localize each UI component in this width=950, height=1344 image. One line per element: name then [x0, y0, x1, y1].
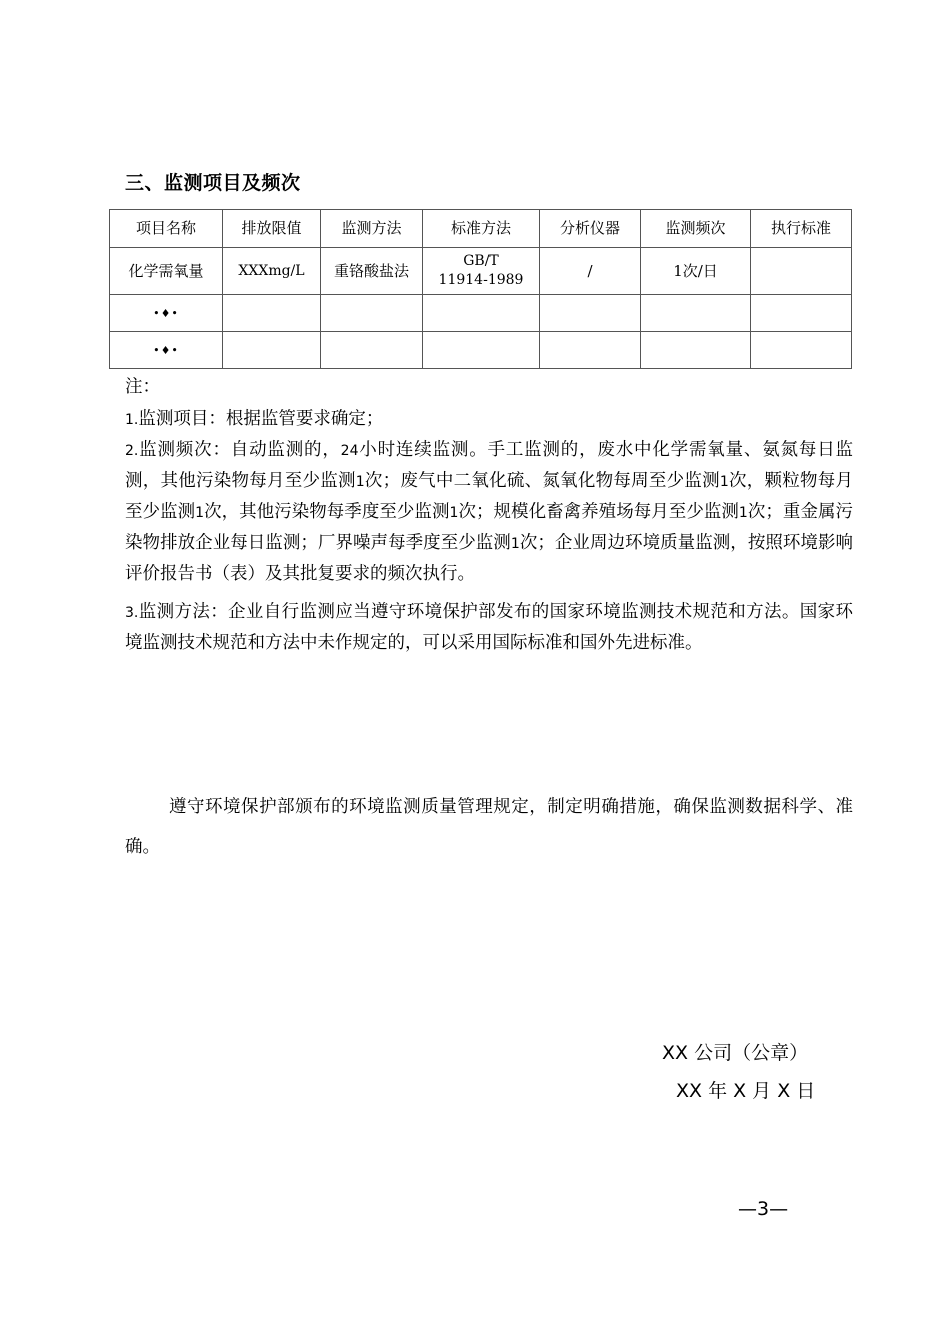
table-header-row: [110, 210, 852, 248]
notes-title: 注：: [125, 377, 160, 397]
cell-empty: [540, 295, 641, 332]
cell-frequency: 1次/日: [641, 248, 751, 295]
cell-empty: [641, 295, 751, 332]
cell-empty: [223, 332, 321, 369]
cell-limit: XXXmg/L: [223, 248, 321, 295]
section-title: 三、监测项目及频次: [125, 172, 301, 194]
monitoring-table: [109, 209, 852, 369]
cell-instrument: /: [540, 248, 641, 295]
cell-empty: [223, 295, 321, 332]
company-seal-line: XX 公司（公章）: [662, 1042, 809, 1064]
header-item-name: 项目名称: [110, 210, 223, 248]
note-2-number-1: 1: [738, 505, 748, 521]
cell-ellipsis: •♦•: [110, 295, 223, 332]
notes-section: [125, 372, 853, 658]
cell-empty: [641, 332, 751, 369]
page-number: —3—: [738, 1198, 789, 1220]
header-method: 监测方法: [321, 210, 423, 248]
header-instrument: 分析仪器: [540, 210, 641, 248]
note-2-text: 次；规模化畜禽养殖场每月至少监测: [458, 502, 739, 522]
cell-standard-line1: GB/T: [463, 253, 499, 269]
cell-empty: [751, 332, 852, 369]
note-2-number-1: 1: [449, 505, 459, 521]
note-1-text: 监测项目：根据监管要求确定；: [138, 409, 384, 429]
cell-method: 重铬酸盐法: [321, 248, 423, 295]
note-2-text: 次，颗粒物每月至少监测: [125, 471, 854, 522]
cell-standard-line2: 11914-1989: [438, 272, 524, 288]
cell-empty: [321, 332, 423, 369]
table-row: [110, 332, 852, 369]
header-frequency: 监测频次: [641, 210, 751, 248]
table-row: [110, 248, 852, 295]
note-2-text: 次；重金属污染物排放企业每日监测；厂界噪声每季度至少监测: [125, 502, 854, 553]
header-standard-method: 标准方法: [423, 210, 540, 248]
quality-paragraph: 遵守环境保护部颁布的环境监测质量管理规定，制定明确措施，确保监测数据科学、准确。: [125, 797, 853, 857]
note-2-number: 2.: [125, 443, 139, 459]
note-2-text: 次；废气中二氧化硫、氮氧化物每周至少监测: [364, 471, 720, 491]
signature-date: XX 年 X 月 X 日: [676, 1080, 816, 1102]
note-2-text: 监测频次：自动监测的，: [138, 440, 341, 460]
cell-empty: [423, 295, 540, 332]
note-2-text: 小时连续监测。手工监测的，废水中化学需氧量、氨氮每日监测，其他污染物每月至少监测: [125, 440, 854, 491]
note-1-number: 1.: [125, 412, 139, 428]
header-exec-standard: 执行标准: [751, 210, 852, 248]
note-2-number-1: 1: [355, 474, 365, 490]
header-limit: 排放限值: [223, 210, 321, 248]
note-2-number-24: 24: [340, 443, 359, 459]
note-2-text: 次；企业周边环境质量监测，按照环境影响评价报告书（表）及其批复要求的频次执行。: [125, 533, 854, 584]
note-2-text: 次，其他污染物每季度至少监测: [204, 502, 450, 522]
cell-ellipsis: •♦•: [110, 332, 223, 369]
note-2: [125, 435, 853, 589]
cell-empty: [751, 295, 852, 332]
cell-exec-standard: [751, 248, 852, 295]
note-3: [125, 597, 853, 658]
note-1: [125, 404, 853, 435]
cell-empty: [423, 332, 540, 369]
note-3-number: 3.: [125, 605, 139, 621]
cell-empty: [321, 295, 423, 332]
note-2-number-1: 1: [719, 474, 729, 490]
note-2-number-1: 1: [510, 536, 520, 552]
table-row: [110, 295, 852, 332]
note-2-number-1: 1: [195, 505, 205, 521]
cell-item: 化学需氧量: [110, 248, 223, 295]
cell-empty: [540, 332, 641, 369]
note-3-text: 监测方法：企业自行监测应当遵守环境保护部发布的国家环境监测技术规范和方法。国家环境监测技术规范和方法中未作规定的，可以采用国际标准和国外先进标准。: [125, 602, 853, 653]
cell-standard: [423, 248, 540, 295]
